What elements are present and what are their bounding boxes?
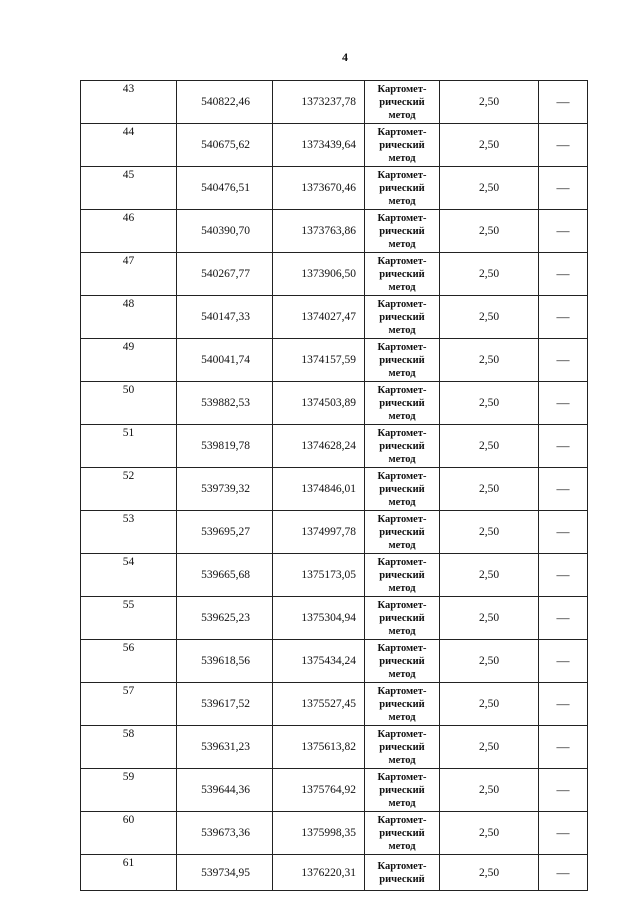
accuracy-cell: 2,50 (440, 511, 539, 554)
accuracy-cell: 2,50 (440, 554, 539, 597)
point-number-cell: 46 (81, 210, 177, 253)
accuracy-cell: 2,50 (440, 425, 539, 468)
table-row (81, 81, 588, 124)
method-line: Картомет- (377, 384, 427, 396)
x-coordinate-cell: 539644,36 (177, 769, 273, 812)
note-cell: — (539, 812, 588, 855)
method-line: Картомет- (377, 642, 427, 654)
point-number-cell: 43 (81, 81, 177, 124)
y-coordinate-cell: 1373906,50 (273, 253, 365, 296)
method-cell (365, 554, 440, 597)
x-coordinate-cell: 540041,74 (177, 339, 273, 382)
point-number-cell: 49 (81, 339, 177, 382)
method-cell (365, 468, 440, 511)
method-cell (365, 855, 440, 891)
y-coordinate-cell: 1375304,94 (273, 597, 365, 640)
method-line: Картомет- (377, 298, 427, 310)
x-coordinate-cell: 540675,62 (177, 124, 273, 167)
accuracy-cell: 2,50 (440, 769, 539, 812)
note-cell: — (539, 597, 588, 640)
method-line: Картомет- (377, 212, 427, 224)
y-coordinate-cell: 1375764,92 (273, 769, 365, 812)
method-line: метод (388, 152, 416, 164)
method-line: метод (388, 582, 416, 594)
method-cell (365, 511, 440, 554)
method-line: метод (388, 195, 416, 207)
note-cell: — (539, 167, 588, 210)
method-line: рический (379, 827, 425, 839)
note-cell: — (539, 296, 588, 339)
method-line: рический (379, 483, 425, 495)
x-coordinate-cell: 540147,33 (177, 296, 273, 339)
point-number-cell: 53 (81, 511, 177, 554)
point-number-cell: 48 (81, 296, 177, 339)
method-line: Картомет- (377, 599, 427, 611)
accuracy-cell: 2,50 (440, 726, 539, 769)
table-row (81, 683, 588, 726)
method-line: рический (379, 268, 425, 280)
method-line: рический (379, 526, 425, 538)
method-line: метод (388, 367, 416, 379)
method-line: метод (388, 625, 416, 637)
method-line: Картомет- (377, 771, 427, 783)
table-row (81, 253, 588, 296)
y-coordinate-cell: 1374628,24 (273, 425, 365, 468)
method-line: метод (388, 496, 416, 508)
coordinates-table (80, 80, 588, 891)
accuracy-cell: 2,50 (440, 597, 539, 640)
method-line: метод (388, 797, 416, 809)
method-cell (365, 812, 440, 855)
method-line: Картомет- (377, 513, 427, 525)
x-coordinate-cell: 540476,51 (177, 167, 273, 210)
method-line: рический (379, 139, 425, 151)
method-line: метод (388, 539, 416, 551)
x-coordinate-cell: 539673,36 (177, 812, 273, 855)
method-line: рический (379, 784, 425, 796)
x-coordinate-cell: 540390,70 (177, 210, 273, 253)
method-line: метод (388, 453, 416, 465)
method-line: метод (388, 410, 416, 422)
method-line: рический (379, 182, 425, 194)
method-line: Картомет- (377, 341, 427, 353)
table-row (81, 597, 588, 640)
point-number-cell: 45 (81, 167, 177, 210)
y-coordinate-cell: 1374503,89 (273, 382, 365, 425)
method-line: метод (388, 668, 416, 680)
y-coordinate-cell: 1375434,24 (273, 640, 365, 683)
point-number-cell: 58 (81, 726, 177, 769)
note-cell: — (539, 726, 588, 769)
table-row (81, 124, 588, 167)
method-cell (365, 726, 440, 769)
method-cell (365, 124, 440, 167)
point-number-cell: 50 (81, 382, 177, 425)
x-coordinate-cell: 539631,23 (177, 726, 273, 769)
note-cell: — (539, 511, 588, 554)
point-number-cell: 57 (81, 683, 177, 726)
method-line: рический (379, 311, 425, 323)
method-cell (365, 296, 440, 339)
method-cell (365, 769, 440, 812)
y-coordinate-cell: 1374846,01 (273, 468, 365, 511)
point-number-cell: 55 (81, 597, 177, 640)
point-number-cell: 54 (81, 554, 177, 597)
y-coordinate-cell: 1373763,86 (273, 210, 365, 253)
table-row (81, 382, 588, 425)
point-number-cell: 60 (81, 812, 177, 855)
method-line: рический (379, 96, 425, 108)
method-line: рический (379, 225, 425, 237)
y-coordinate-cell: 1375173,05 (273, 554, 365, 597)
accuracy-cell: 2,50 (440, 812, 539, 855)
note-cell: — (539, 124, 588, 167)
x-coordinate-cell: 539618,56 (177, 640, 273, 683)
method-cell (365, 167, 440, 210)
table-row (81, 855, 588, 891)
table-body (81, 81, 588, 891)
point-number-cell: 51 (81, 425, 177, 468)
method-line: метод (388, 109, 416, 121)
accuracy-cell: 2,50 (440, 683, 539, 726)
note-cell: — (539, 468, 588, 511)
method-line: Картомет- (377, 83, 427, 95)
method-cell (365, 597, 440, 640)
method-cell (365, 425, 440, 468)
point-number-cell: 59 (81, 769, 177, 812)
table-row (81, 812, 588, 855)
method-cell (365, 210, 440, 253)
method-line: рический (379, 741, 425, 753)
method-line: рический (379, 354, 425, 366)
method-line: рический (379, 612, 425, 624)
note-cell: — (539, 769, 588, 812)
method-cell (365, 81, 440, 124)
x-coordinate-cell: 540822,46 (177, 81, 273, 124)
point-number-cell: 56 (81, 640, 177, 683)
method-line: Картомет- (377, 169, 427, 181)
accuracy-cell: 2,50 (440, 855, 539, 891)
method-line: метод (388, 754, 416, 766)
point-number-cell: 44 (81, 124, 177, 167)
table-row (81, 425, 588, 468)
y-coordinate-cell: 1375613,82 (273, 726, 365, 769)
x-coordinate-cell: 539882,53 (177, 382, 273, 425)
note-cell: — (539, 339, 588, 382)
table-row (81, 511, 588, 554)
accuracy-cell: 2,50 (440, 382, 539, 425)
note-cell: — (539, 382, 588, 425)
method-line: рический (379, 569, 425, 581)
method-cell (365, 253, 440, 296)
table-row (81, 726, 588, 769)
method-line: рический (379, 397, 425, 409)
method-line: Картомет- (377, 728, 427, 740)
accuracy-cell: 2,50 (440, 468, 539, 511)
x-coordinate-cell: 539665,68 (177, 554, 273, 597)
point-number-cell: 52 (81, 468, 177, 511)
y-coordinate-cell: 1374997,78 (273, 511, 365, 554)
method-line: Картомет- (377, 860, 427, 872)
accuracy-cell: 2,50 (440, 253, 539, 296)
y-coordinate-cell: 1376220,31 (273, 855, 365, 891)
y-coordinate-cell: 1373670,46 (273, 167, 365, 210)
note-cell: — (539, 253, 588, 296)
method-cell (365, 640, 440, 683)
point-number-cell: 61 (81, 855, 177, 891)
method-line: Картомет- (377, 126, 427, 138)
table-row (81, 769, 588, 812)
method-cell (365, 339, 440, 382)
note-cell: — (539, 554, 588, 597)
x-coordinate-cell: 539819,78 (177, 425, 273, 468)
table-row (81, 296, 588, 339)
method-line: рический (379, 655, 425, 667)
accuracy-cell: 2,50 (440, 124, 539, 167)
method-line: метод (388, 711, 416, 723)
method-line: метод (388, 840, 416, 852)
method-cell (365, 683, 440, 726)
method-line: рический (379, 873, 425, 885)
method-line: Картомет- (377, 255, 427, 267)
method-line: метод (388, 238, 416, 250)
accuracy-cell: 2,50 (440, 640, 539, 683)
method-line: Картомет- (377, 427, 427, 439)
x-coordinate-cell: 539625,23 (177, 597, 273, 640)
y-coordinate-cell: 1373439,64 (273, 124, 365, 167)
method-cell (365, 382, 440, 425)
table-row (81, 468, 588, 511)
table-row (81, 210, 588, 253)
table-row (81, 554, 588, 597)
x-coordinate-cell: 539695,27 (177, 511, 273, 554)
page-number: 4 (342, 50, 348, 64)
method-line: Картомет- (377, 685, 427, 697)
y-coordinate-cell: 1374157,59 (273, 339, 365, 382)
y-coordinate-cell: 1375527,45 (273, 683, 365, 726)
method-line: метод (388, 324, 416, 336)
accuracy-cell: 2,50 (440, 81, 539, 124)
note-cell: — (539, 855, 588, 891)
note-cell: — (539, 640, 588, 683)
method-line: рический (379, 698, 425, 710)
table-row (81, 339, 588, 382)
note-cell: — (539, 81, 588, 124)
method-line: Картомет- (377, 470, 427, 482)
x-coordinate-cell: 539739,32 (177, 468, 273, 511)
method-line: Картомет- (377, 556, 427, 568)
point-number-cell: 47 (81, 253, 177, 296)
x-coordinate-cell: 539734,95 (177, 855, 273, 891)
note-cell: — (539, 683, 588, 726)
method-line: рический (379, 440, 425, 452)
accuracy-cell: 2,50 (440, 167, 539, 210)
table-row (81, 167, 588, 210)
method-line: метод (388, 281, 416, 293)
note-cell: — (539, 425, 588, 468)
accuracy-cell: 2,50 (440, 210, 539, 253)
x-coordinate-cell: 539617,52 (177, 683, 273, 726)
method-line: Картомет- (377, 814, 427, 826)
accuracy-cell: 2,50 (440, 339, 539, 382)
note-cell: — (539, 210, 588, 253)
y-coordinate-cell: 1374027,47 (273, 296, 365, 339)
x-coordinate-cell: 540267,77 (177, 253, 273, 296)
table-row (81, 640, 588, 683)
accuracy-cell: 2,50 (440, 296, 539, 339)
y-coordinate-cell: 1375998,35 (273, 812, 365, 855)
y-coordinate-cell: 1373237,78 (273, 81, 365, 124)
